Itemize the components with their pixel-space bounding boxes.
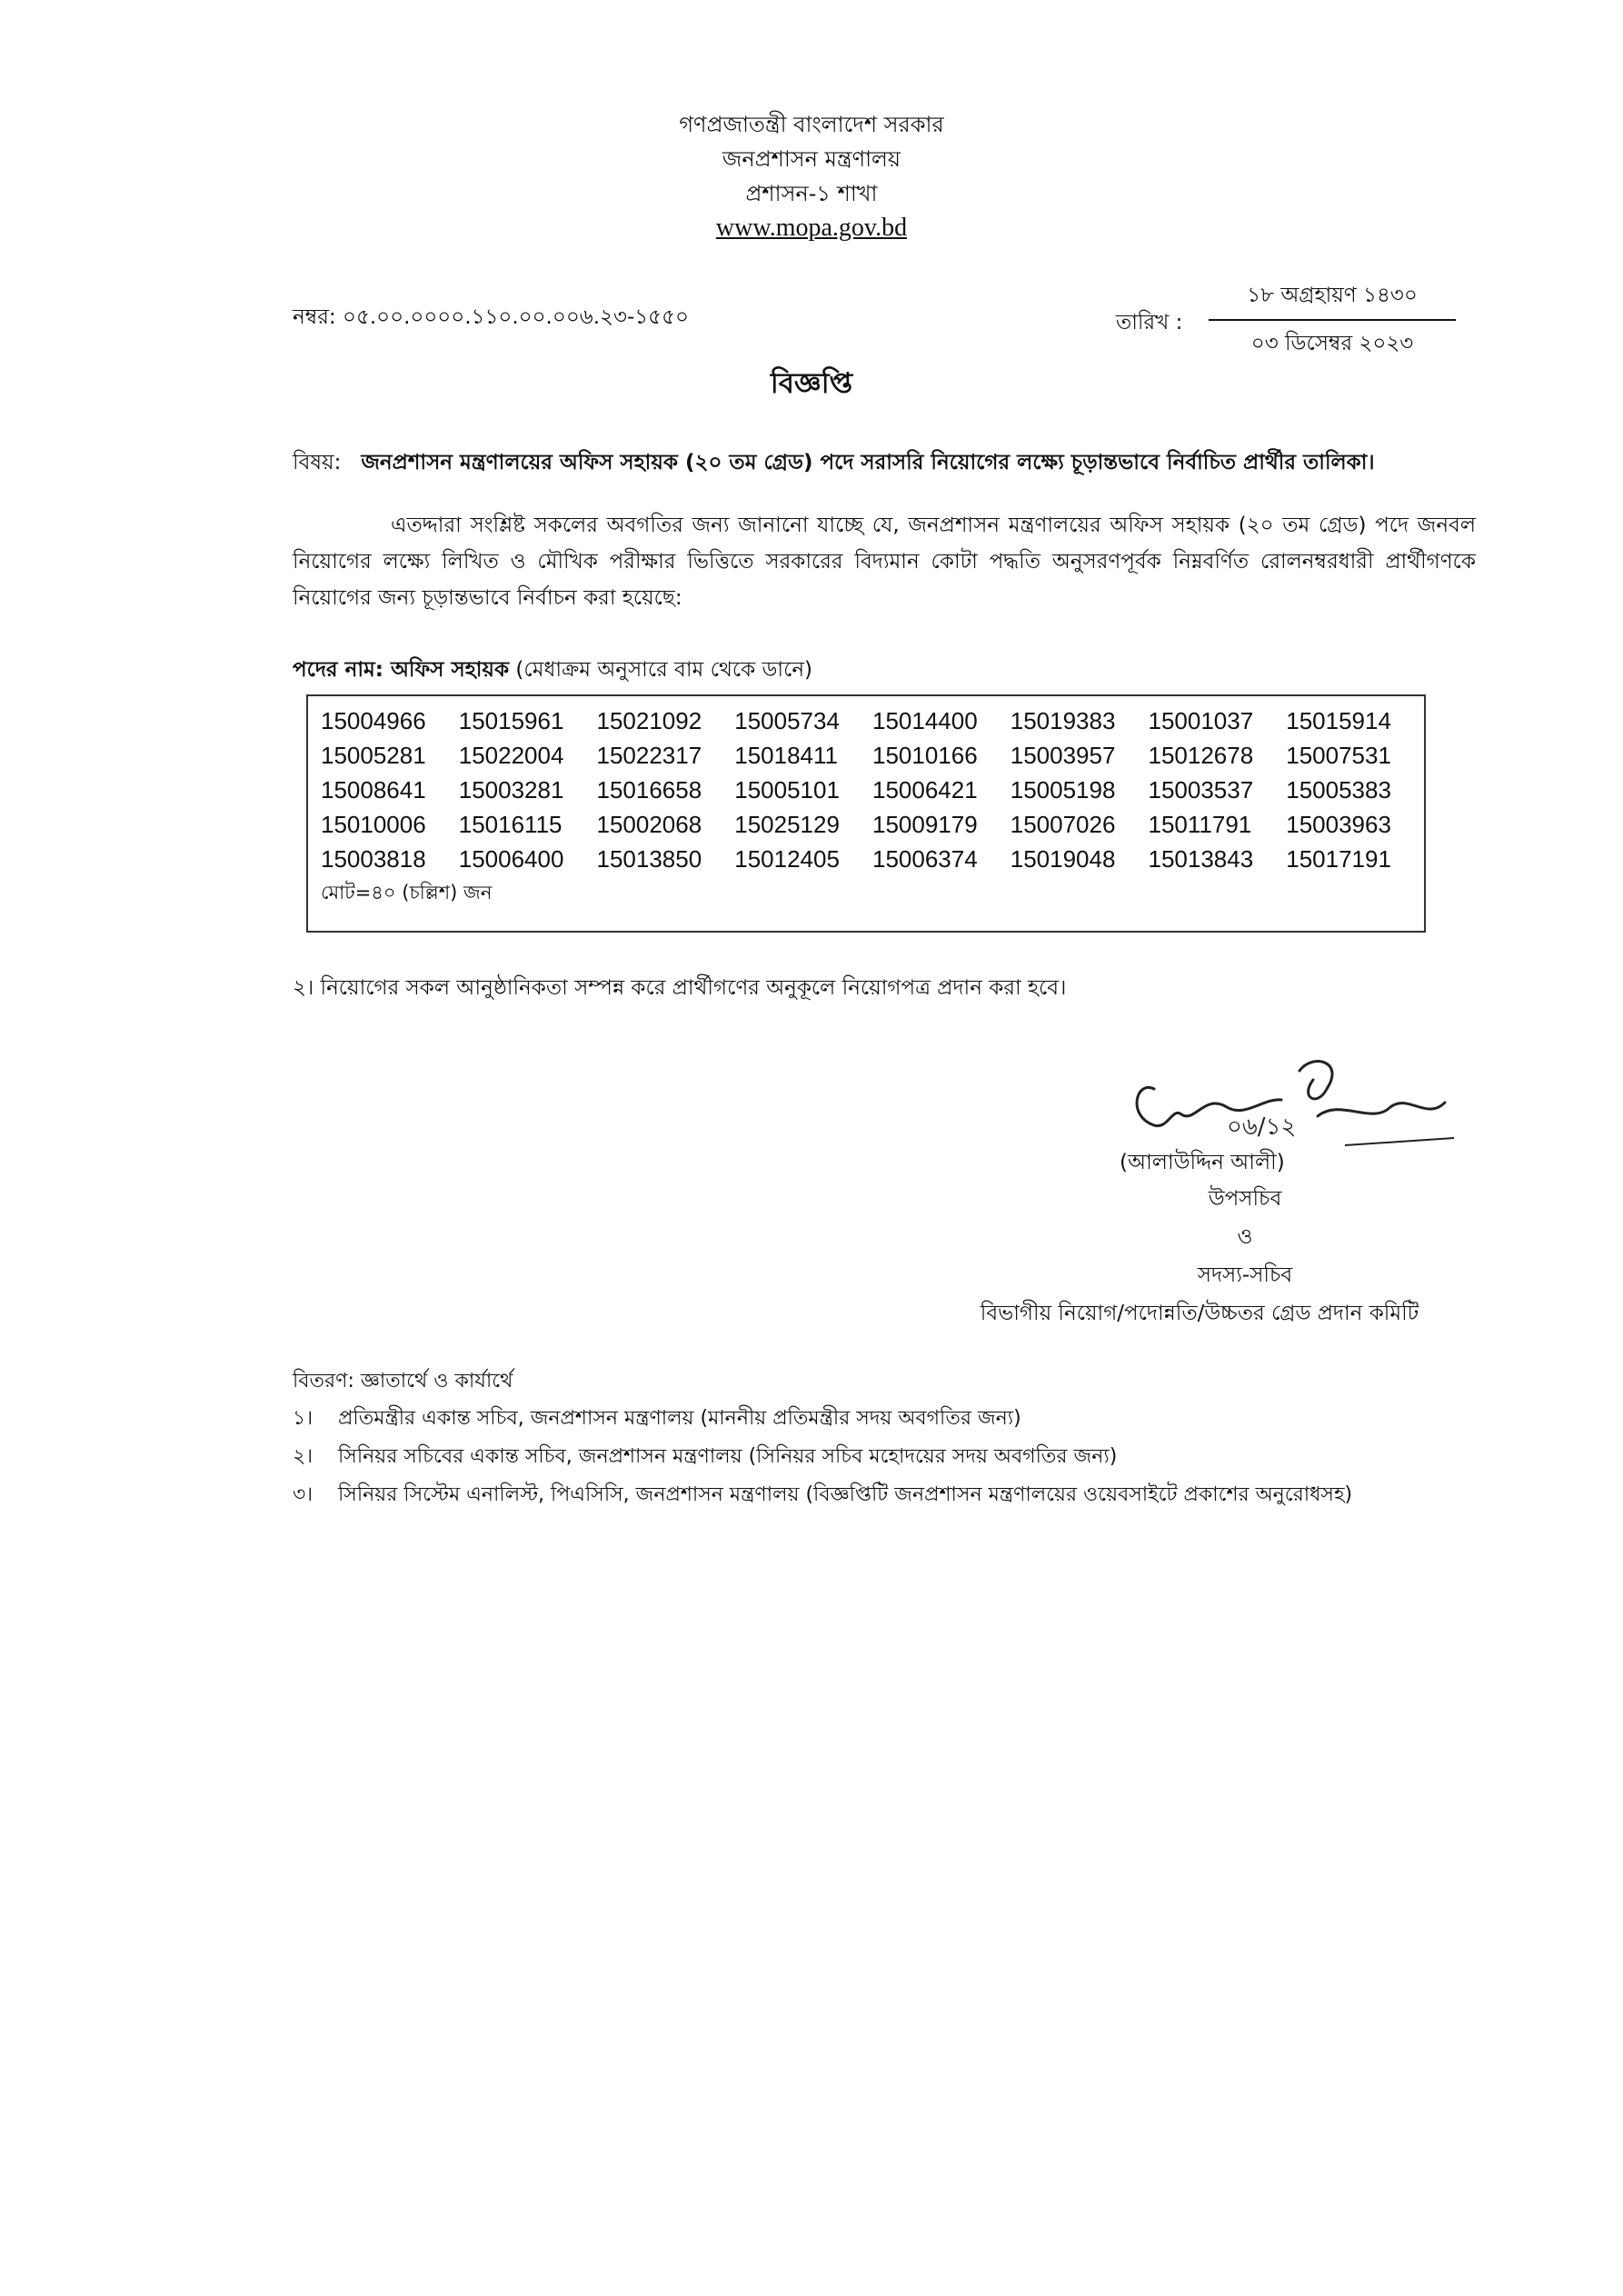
table-row	[321, 807, 1424, 842]
roll-number-cell: 15003963	[1286, 810, 1391, 838]
subject-line	[293, 445, 1492, 481]
roll-number-cell: 15007026	[1010, 810, 1116, 838]
government-name: গণপ্রজাতন্ত্রী বাংলাদেশ সরকার	[679, 112, 944, 137]
roll-number-cell: 15002068	[596, 810, 702, 838]
paragraph-2: ২। নিয়োগের সকল আনুষ্ঠানিকতা সম্পন্ন করে প্রার্থীগণের অনুকূলে নিয়োগপত্র প্রদান করা হবে।	[293, 976, 1067, 1000]
item-number: ৩।	[293, 1483, 314, 1506]
designation-2: সদস্য-সচিব	[1197, 1263, 1293, 1287]
distribution-heading: বিতরণ: জ্ঞাতার্থে ও কার্যার্থে	[293, 1370, 513, 1393]
subject-text: জনপ্রশাসন মন্ত্রণালয়ের অফিস সহায়ক (২০ তম গ্রেড) পদে সরাসরি নিয়োগের লক্ষ্যে চূড়ান্তভাবে নির্বাচিত প্রার্থীর তালিকা।	[361, 451, 1375, 474]
signature-icon	[1118, 1043, 1463, 1153]
roll-number-cell: 15013843	[1148, 844, 1254, 873]
roll-number-cell: 15013850	[596, 844, 702, 873]
roll-number-cell: 15003957	[1010, 741, 1116, 769]
roll-number-cell: 15017191	[1286, 844, 1391, 873]
distribution-item	[293, 1400, 1492, 1438]
roll-number-cell: 15015961	[458, 706, 564, 734]
post-heading	[293, 653, 812, 688]
date-block	[1209, 278, 1456, 362]
date-bangla: ১৮ অগ্রহায়ণ ১৪৩০	[1209, 278, 1456, 321]
roll-number-cell: 15005281	[321, 741, 426, 769]
roll-number-cell: 15008641	[321, 775, 426, 804]
roll-number-cell: 15022004	[458, 741, 564, 769]
table-row	[321, 842, 1424, 876]
item-text: সিনিয়র সিস্টেম এনালিস্ট, পিএসিসি, জনপ্রশাসন মন্ত্রণালয় (বিজ্ঞপ্তিটি জনপ্রশাসন মন্ত্রণালয়ের ওয়েবসাইটে প্রকাশের অনুরোধসহ)	[338, 1483, 1353, 1506]
letterhead	[0, 107, 1623, 245]
total-count: মোট=৪০ (চল্লিশ) জন	[321, 882, 493, 903]
roll-number-cell: 15003281	[458, 775, 564, 804]
roll-number-cell: 15022317	[596, 741, 702, 769]
item-text: প্রতিমন্ত্রীর একান্ত সচিব, জনপ্রশাসন মন্ত্রণালয় (মাননীয় প্রতিমন্ত্রীর সদয় অবগতির জন্য)	[338, 1407, 1021, 1430]
roll-number-cell: 15021092	[596, 706, 702, 734]
date-label: তারিখ :	[1116, 311, 1183, 334]
item-number: ১।	[293, 1407, 314, 1430]
roll-number-cell: 15006400	[458, 844, 564, 873]
distribution-item	[293, 1438, 1492, 1476]
signatory-designation	[945, 1180, 1454, 1333]
post-note: (মেধাক্রম অনুসারে বাম থেকে ডানে)	[515, 658, 813, 682]
roll-number-cell: 15005198	[1010, 775, 1116, 804]
subject-label: বিষয়:	[293, 451, 342, 474]
roll-number-cell: 15018411	[734, 741, 838, 769]
roll-number-cell: 15001037	[1148, 706, 1254, 734]
roll-number-cell: 15012678	[1148, 741, 1254, 769]
roll-number-cell: 15019383	[1010, 706, 1116, 734]
table-row	[321, 738, 1424, 773]
item-number: ২।	[293, 1445, 314, 1468]
roll-number-cell: 15006421	[872, 775, 978, 804]
body-paragraph: এতদ্দারা সংশ্লিষ্ট সকলের অবগতির জন্য জানানো যাচ্ছে যে, জনপ্রশাসন মন্ত্রণালয়ের অফিস সহায়ক (২০ তম গ্রেড) পদে জনবল নিয়োগের লক্ষ্যে লিখিত ও মৌখিক পরীক্ষার ভিত্তিতে সরকারের বিদ্যমান কোটা পদ্ধতি অনুসরণপূর্বক নিম্নবর্ণিত রোলনম্বরধারী প্রার্থীগণকে নিয়োগের জন্য চূড়ান্তভাবে নির্বাচন করা হয়েছে:	[293, 514, 1476, 610]
designation-1: উপসচিব	[1208, 1187, 1282, 1211]
roll-number-cell: 15005101	[734, 775, 840, 804]
roll-number-cell: 15014400	[872, 706, 978, 734]
roll-number-box	[306, 694, 1426, 933]
designation-conjunction: ও	[1237, 1225, 1253, 1249]
section-name: প্রশাসন-১ শাখা	[745, 181, 878, 206]
table-row	[321, 704, 1424, 738]
roll-number-cell: 15004966	[321, 706, 426, 734]
roll-number-cell: 15003537	[1148, 775, 1254, 804]
roll-number-cell: 15011791	[1148, 810, 1252, 838]
roll-number-cell: 15007531	[1286, 741, 1391, 769]
table-row	[321, 773, 1424, 807]
roll-number-cell: 15019048	[1010, 844, 1116, 873]
roll-number-cell: 15005734	[734, 706, 840, 734]
roll-number-table	[321, 704, 1424, 876]
roll-number-cell: 15006374	[872, 844, 978, 873]
roll-number-cell: 15005383	[1286, 775, 1391, 804]
roll-number-cell: 15015914	[1286, 706, 1391, 734]
distribution-list	[293, 1400, 1492, 1514]
roll-number-cell: 15010006	[321, 810, 426, 838]
roll-number-cell: 15010166	[872, 741, 978, 769]
memo-number: নম্বর: ০৫.০০.০০০০.১১০.০০.০০৬.২৩-১৫৫০	[293, 305, 689, 329]
roll-number-cell: 15016658	[596, 775, 702, 804]
post-label: পদের নাম: অফিস সহায়ক	[293, 658, 510, 682]
signatory-name: (আলাউদ্দিন আলী)	[1120, 1151, 1285, 1174]
website-link[interactable]: www.mopa.gov.bd	[715, 214, 908, 242]
ministry-name: জনপ্রশাসন মন্ত্রণালয়	[722, 146, 901, 172]
committee-name: বিভাগীয় নিয়োগ/পদোন্নতি/উচ্চতর গ্রেড প্রদান কমিটি	[980, 1302, 1419, 1325]
date-english: ০৩ ডিসেম্বর ২০২৩	[1250, 332, 1414, 355]
notice-title: বিজ্ঞপ্তি	[770, 367, 853, 400]
item-text: সিনিয়র সচিবের একান্ত সচিব, জনপ্রশাসন মন্ত্রণালয় (সিনিয়র সচিব মহোদয়ের সদয় অবগতির জন্য)	[338, 1445, 1118, 1468]
roll-number-cell: 15003818	[321, 844, 426, 873]
distribution-item	[293, 1476, 1492, 1514]
signature-date: ০৬/১২	[1227, 1113, 1297, 1141]
roll-number-cell: 15016115	[458, 810, 563, 838]
roll-number-cell: 15012405	[734, 844, 840, 873]
roll-number-cell: 15009179	[872, 810, 978, 838]
roll-number-cell: 15025129	[734, 810, 840, 838]
